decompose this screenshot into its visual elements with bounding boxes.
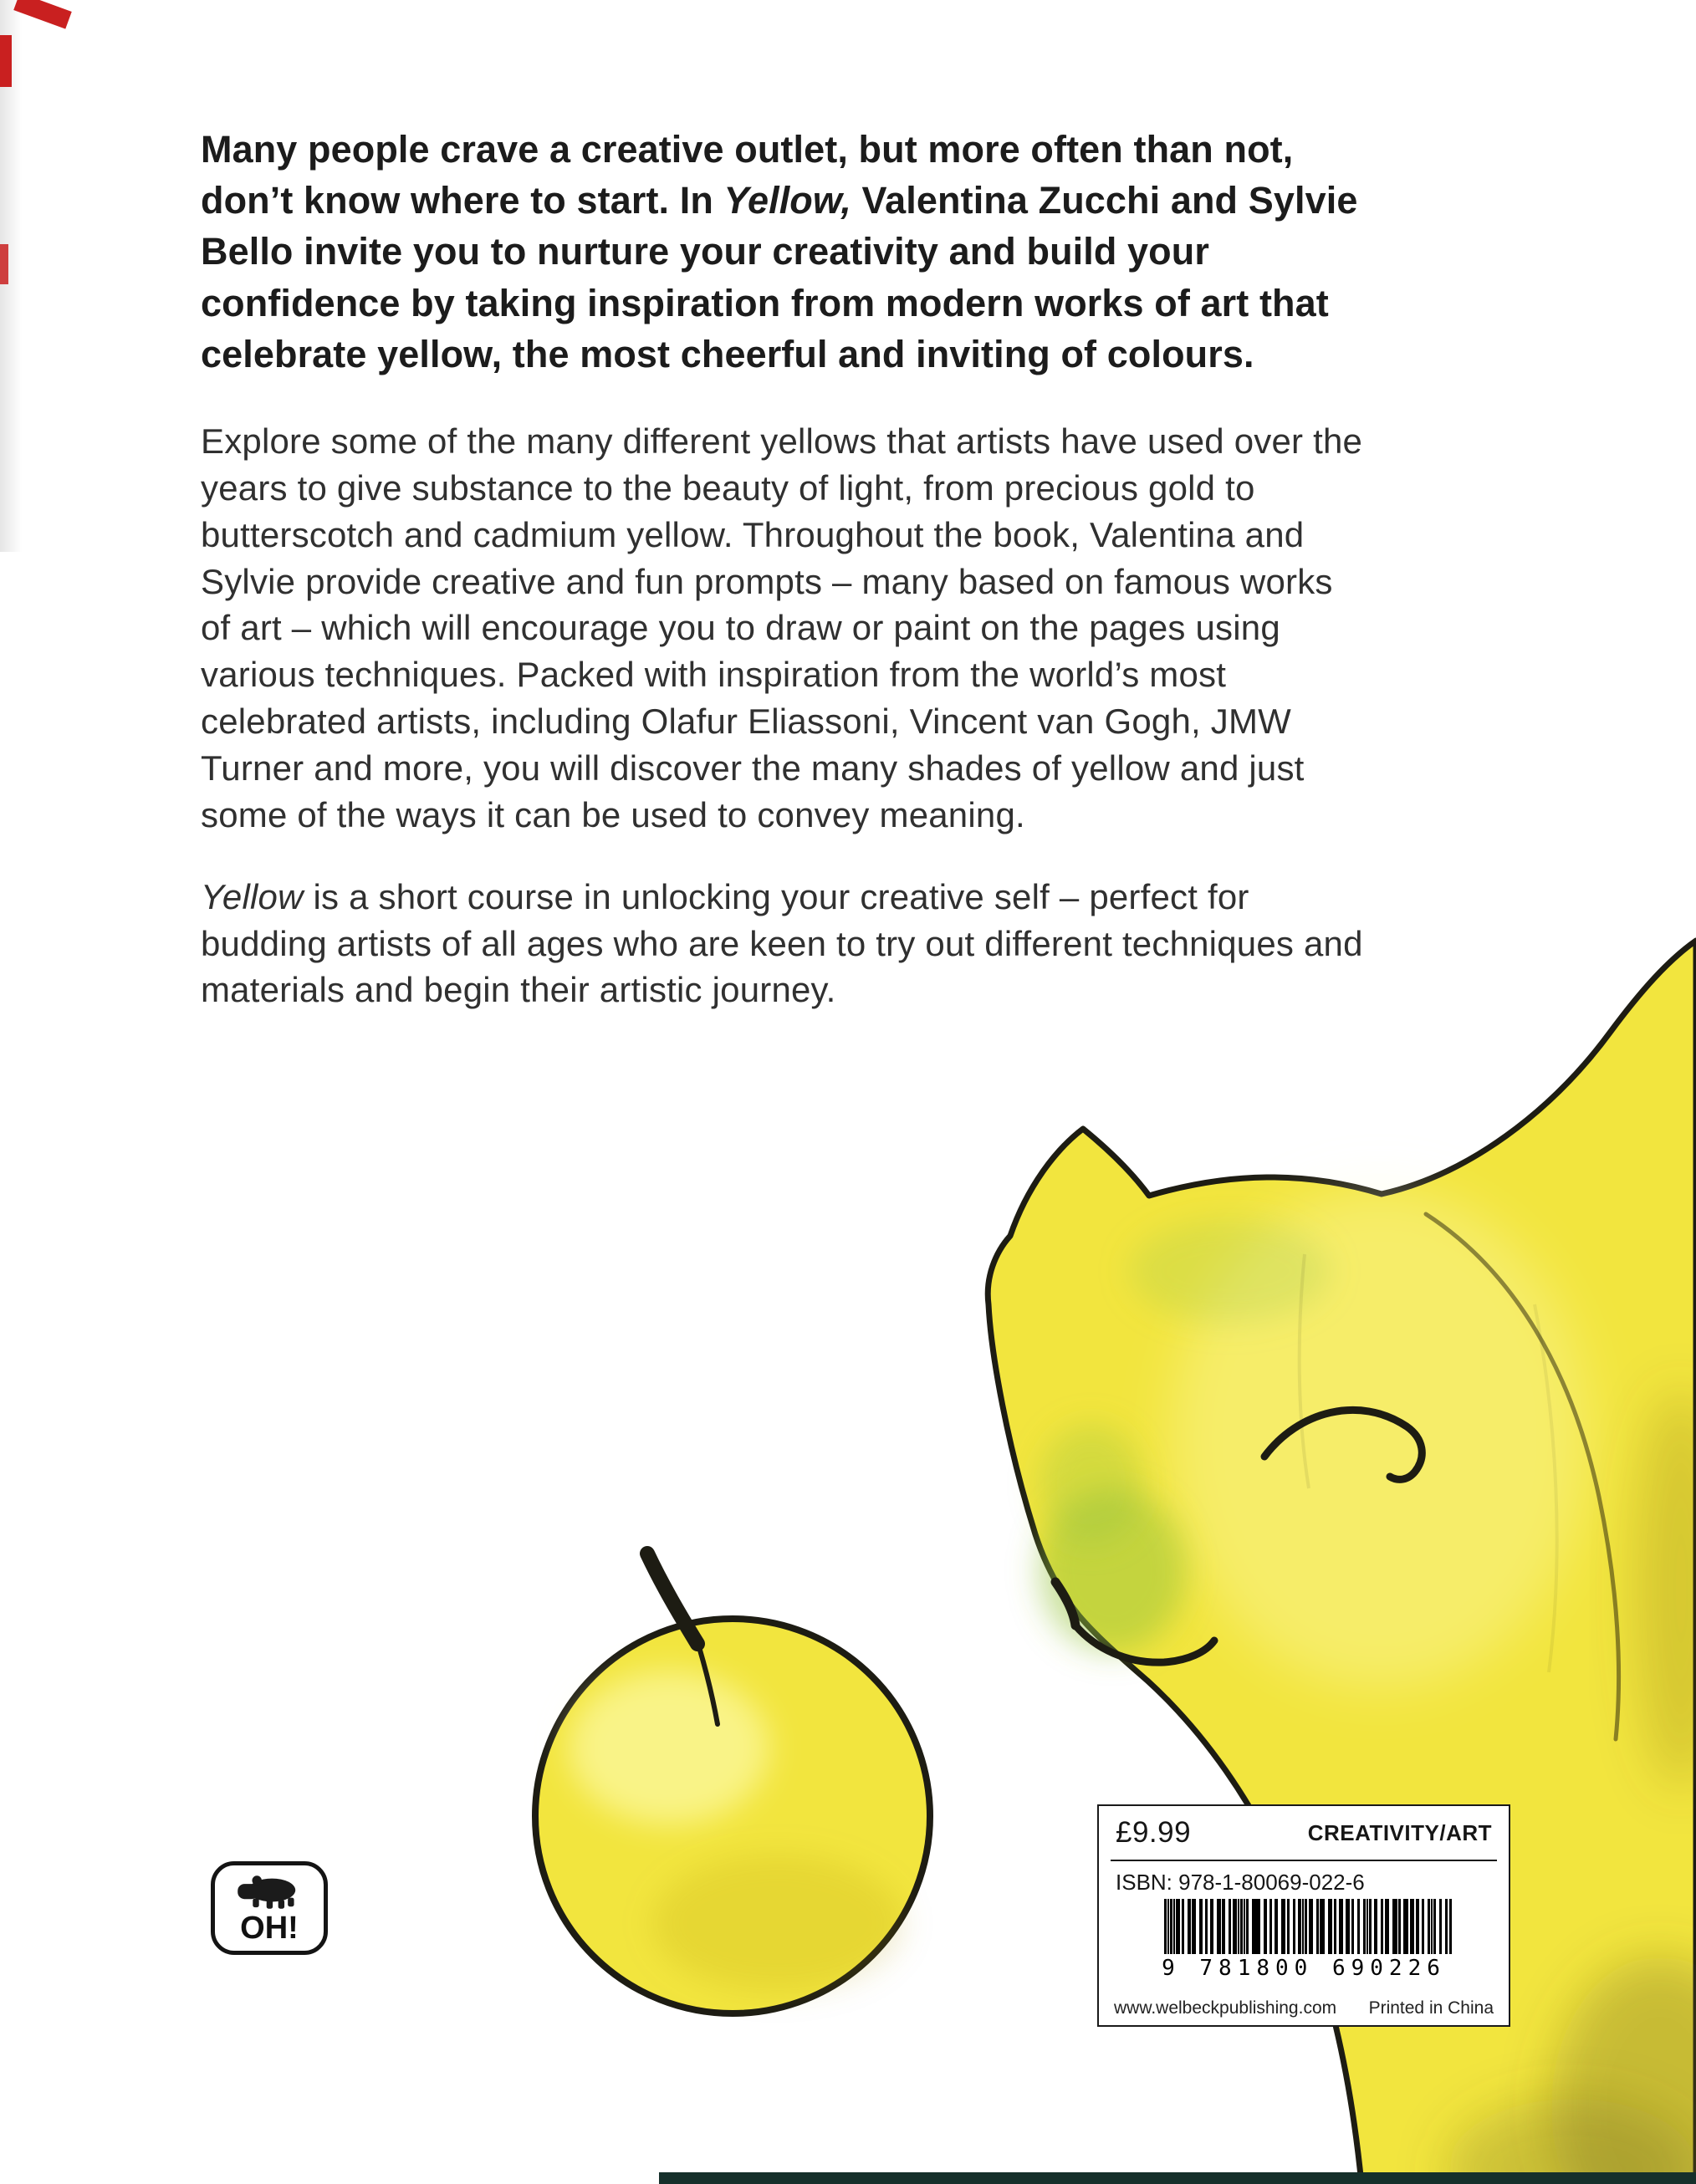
isbn-label: ISBN: 978-1-80069-022-6	[1116, 1870, 1365, 1895]
publisher-website: www.welbeckpublishing.com	[1114, 1998, 1337, 2018]
apple-illustration	[535, 1554, 930, 2013]
description-paragraph: Explore some of the many different yellows that artists have used over the years to give substance to the beauty of light, from precious gold to butterscotch and cadmium yellow. Throughout the book, Valentina and Sylvie provide creative and fun prompts – many based on famous works of art – which will encourage you to draw or paint on the pages using various techniques. Packed with inspiration from the world’s most celebrated artists, including Olafur Eliassoni, Vincent van Gogh, JMW Turner and more, you will discover the many shades of yellow and just some of the ways it can be used to convey meaning.	[201, 421, 1363, 834]
apple-highlight	[569, 1671, 769, 1824]
intro-paragraph	[201, 124, 1367, 380]
apple-shading	[652, 1855, 903, 1992]
intro-text-lead: Many people crave a creative outlet, but more often than not, don’t know where to start. In	[201, 128, 1294, 222]
blurb-text	[201, 124, 1367, 1049]
closing-paragraph	[201, 874, 1367, 1014]
hippo-icon	[233, 1873, 305, 1911]
category-label: CREATIVITY/ART	[1307, 1819, 1492, 1845]
publisher-logo-text: OH!	[240, 1910, 299, 1946]
publisher-info-row	[1111, 1998, 1497, 2018]
price-barcode-box	[1097, 1804, 1510, 2027]
printed-in-label: Printed in China	[1368, 1998, 1494, 2018]
price-label: £9.99	[1116, 1816, 1192, 1849]
publisher-logo	[211, 1861, 328, 1955]
intro-text-rest: Valentina Zucchi and Sylvie Bello invite you to nurture your creativity and build your confidence by taking inspiration from modern works of art that celebrate yellow, the most cheerful and inviting of colours.	[201, 179, 1358, 375]
cat-green-tint-cheek	[1040, 1424, 1143, 1544]
barcode	[1164, 1899, 1452, 1954]
page-edge-strip	[659, 2172, 1696, 2184]
book-title-mention: Yellow	[201, 876, 304, 916]
closing-text-rest: is a short course in unlocking your creative self – perfect for budding artists of all ages who are keen to try out different techniques and materials and begin their artistic journey.	[201, 876, 1363, 1010]
book-title-mention: Yellow,	[723, 179, 851, 222]
price-category-row	[1111, 1813, 1497, 1861]
barcode-digits: 9 781800 690226	[1162, 1956, 1446, 1981]
